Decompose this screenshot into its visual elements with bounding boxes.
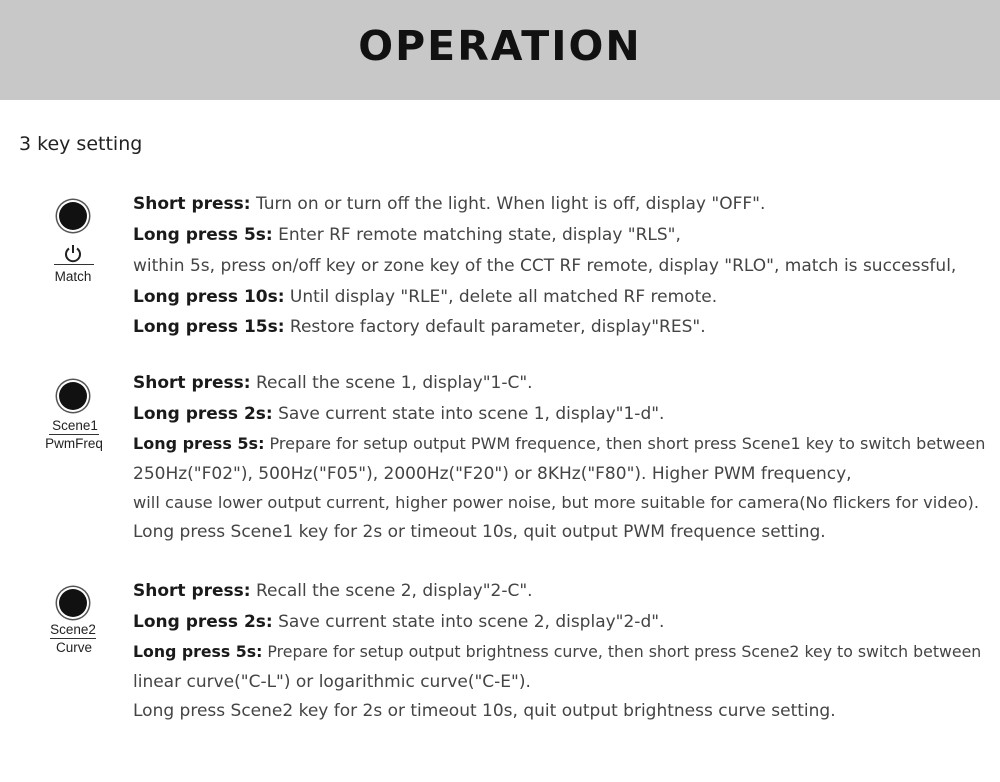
instruction-line: will cause lower output current, higher power noise, but more suitable for camera(No flickers for video). bbox=[133, 493, 980, 512]
scene1-label: Scene1 bbox=[52, 418, 98, 433]
instruction-line: Long press 15s: Restore factory default parameter, display"RES". bbox=[133, 317, 706, 337]
label-divider bbox=[50, 638, 96, 639]
instruction-line: Long press 10s: Until display "RLE", delete all matched RF remote. bbox=[133, 287, 718, 307]
instruction-line: 250Hz("F02"), 500Hz("F05"), 2000Hz("F20") or 8KHz("F80"). Higher PWM frequency, bbox=[133, 464, 852, 484]
instruction-line: linear curve("C-L") or logarithmic curve("C-E"). bbox=[133, 672, 531, 692]
curve-label: Curve bbox=[55, 640, 92, 655]
instruction-line: Long press 5s: Prepare for setup output brightness curve, then short press Scene2 key to switch between bbox=[133, 642, 982, 661]
header-banner bbox=[0, 0, 1000, 100]
scene2-button-icon bbox=[59, 589, 87, 617]
scene1-button-icon bbox=[59, 382, 87, 410]
label-divider bbox=[49, 434, 99, 435]
instruction-line: Long press 2s: Save current state into scene 1, display"1-d". bbox=[133, 404, 665, 424]
instruction-line: within 5s, press on/off key or zone key of the CCT RF remote, display "RLO", match is successful, bbox=[133, 256, 957, 276]
instruction-line: Long press Scene2 key for 2s or timeout 10s, quit output brightness curve setting. bbox=[133, 701, 836, 721]
instruction-line: Long press 2s: Save current state into scene 2, display"2-d". bbox=[133, 612, 665, 632]
instruction-line: Long press 5s: Prepare for setup output PWM frequence, then short press Scene1 key to switch between bbox=[133, 434, 986, 453]
match-button-icon bbox=[59, 202, 87, 230]
instruction-line: Short press: Recall the scene 2, display"2-C". bbox=[133, 581, 533, 601]
pwmfreq-label: PwmFreq bbox=[45, 436, 103, 451]
instruction-line: Long press 5s: Enter RF remote matching state, display "RLS", bbox=[133, 225, 681, 245]
instruction-line: Long press Scene1 key for 2s or timeout 10s, quit output PWM frequence setting. bbox=[133, 522, 826, 542]
label-divider bbox=[54, 264, 94, 265]
instruction-line: Short press: Recall the scene 1, display"1-C". bbox=[133, 373, 533, 393]
match-label: Match bbox=[54, 269, 92, 284]
scene2-label: Scene2 bbox=[50, 622, 96, 637]
power-icon bbox=[63, 243, 83, 263]
section-subtitle: 3 key setting bbox=[19, 133, 143, 155]
instruction-line: Short press: Turn on or turn off the light. When light is off, display "OFF". bbox=[133, 194, 766, 214]
page-title: OPERATION bbox=[358, 22, 642, 70]
